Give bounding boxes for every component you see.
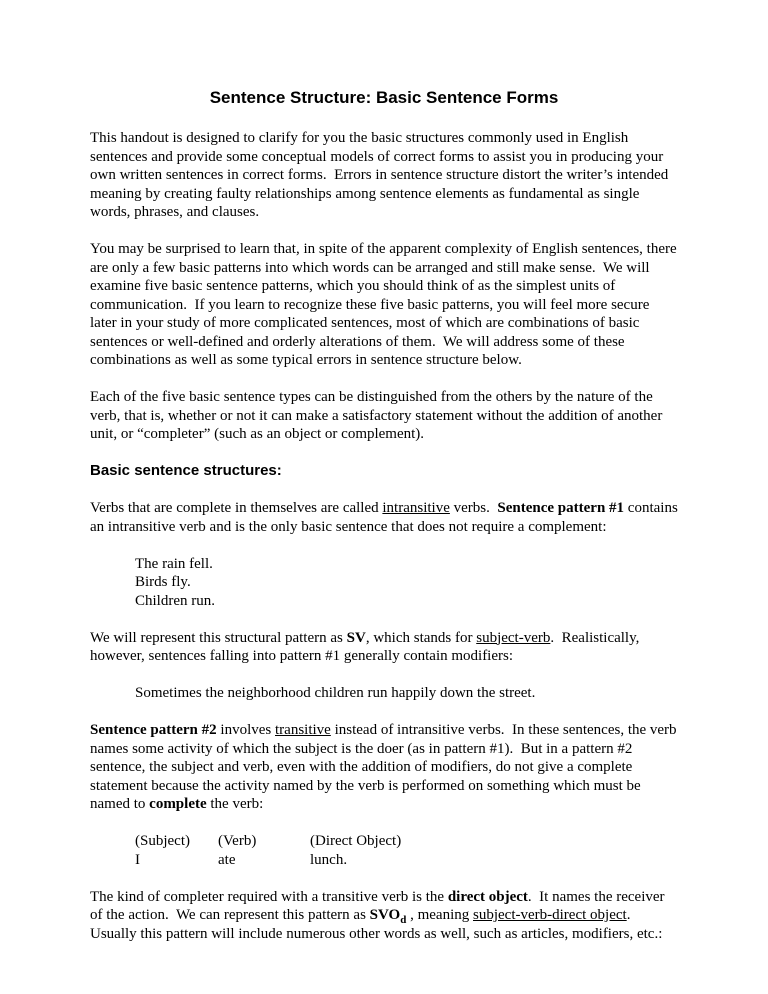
text-segment: You may be surprised to learn that, in spite of the apparent complexity of English sentences, there are only a few basic patterns into which words can be arranged and still make sense. We will examine five basic sentence patterns, which you should think of as the simplest units of communication. If you learn to recognize these five basic patterns, you will feel more secure later in your study of more complicated sentences, most of which are combinations of basic sentences or well-defined and orderly alterations of them. We will address some of these combinations as well as some typical errors in sentence structure below. bbox=[90, 241, 681, 368]
table-cell: (Verb) bbox=[218, 833, 257, 849]
text-segment: complete bbox=[149, 796, 207, 812]
pattern-table bbox=[90, 832, 678, 869]
example-line: Children run. bbox=[135, 592, 215, 609]
table-cell: I bbox=[135, 851, 140, 868]
example-block bbox=[90, 684, 678, 703]
example-line: Sometimes the neighborhood children run happily down the street. bbox=[135, 685, 536, 701]
text-segment: , meaning bbox=[406, 907, 473, 923]
text-segment: Sentence pattern #2 bbox=[90, 722, 217, 738]
text-segment: transitive bbox=[275, 722, 331, 738]
text-segment: SV bbox=[346, 629, 366, 646]
table-cell: lunch. bbox=[310, 851, 348, 868]
table-row bbox=[135, 832, 678, 851]
table-row bbox=[135, 851, 678, 870]
text-segment: verbs. bbox=[449, 500, 498, 516]
paragraph bbox=[90, 388, 678, 444]
text-segment: , which stands for bbox=[365, 629, 477, 646]
text-segment: . Usually this pattern will include numerous other words as well, such as articles, modifiers, etc.: bbox=[90, 907, 663, 942]
table-cell: (Subject) bbox=[135, 833, 190, 849]
text-segment: This handout is designed to clarify for you the basic structures commonly used in English sentences and provide some conceptual models of correct forms to assist you in producing your own written sentences in correct forms. Errors in sentence structure distort the writer’s intended meaning by creating faulty relationships among sentence elements as fundamental as single words, phrases, and clauses. bbox=[90, 130, 673, 220]
text-segment: Verbs that are complete in themselves are called bbox=[90, 500, 383, 516]
text-segment: The kind of completer required with a transitive verb is the bbox=[90, 888, 448, 905]
text-segment: involves bbox=[216, 722, 275, 738]
paragraph bbox=[90, 629, 678, 666]
text-segment: We will represent this structural pattern as bbox=[90, 629, 347, 646]
paragraph bbox=[90, 499, 682, 536]
text-segment: subject-verb bbox=[476, 629, 551, 646]
document-body bbox=[90, 129, 682, 943]
table-cell: ate bbox=[218, 851, 236, 868]
text-segment: d bbox=[400, 914, 407, 926]
text-segment: Sentence pattern #1 bbox=[497, 500, 625, 516]
text-segment: . Realistically, however, sentences falling into pattern #1 generally contain modifiers: bbox=[90, 629, 644, 664]
text-segment: SVO bbox=[369, 907, 401, 923]
text-segment: subject-verb-direct object bbox=[473, 907, 627, 923]
table-cell: (Direct Object) bbox=[310, 833, 402, 849]
example-line: The rain fell. bbox=[135, 555, 213, 572]
paragraph bbox=[90, 240, 681, 370]
document-title: Sentence Structure: Basic Sentence Forms bbox=[209, 88, 559, 107]
text-segment: contains an intransitive verb and is the only basic sentence that does not require a complement: bbox=[90, 500, 682, 535]
example-block bbox=[90, 555, 678, 611]
text-segment: intransitive bbox=[382, 500, 450, 516]
text-segment: . It names the receiver of the action. We can represent this pattern as bbox=[90, 888, 669, 923]
example-line: Birds fly. bbox=[135, 574, 191, 590]
text-segment: Each of the five basic sentence types can be distinguished from the others by the nature of the verb, that is, whether or not it can make a satisfactory statement without the addition of another unit, or “completer” (such as an object or complement). bbox=[90, 389, 667, 442]
paragraph bbox=[90, 888, 678, 944]
text-segment: the verb: bbox=[206, 796, 264, 812]
text-segment: direct object bbox=[447, 888, 528, 905]
paragraph bbox=[90, 721, 681, 814]
paragraph bbox=[90, 129, 678, 222]
text-segment: instead of intransitive verbs. In these sentences, the verb names some activity of which the subject is the doer (as in pattern #1). But in a pattern #2 sentence, the subject and verb, even with the addition of modifiers, do not give a complete statement because the activity named by the verb is performed on something which must be named to bbox=[90, 722, 681, 812]
section-heading: Basic sentence structures: bbox=[90, 462, 282, 479]
